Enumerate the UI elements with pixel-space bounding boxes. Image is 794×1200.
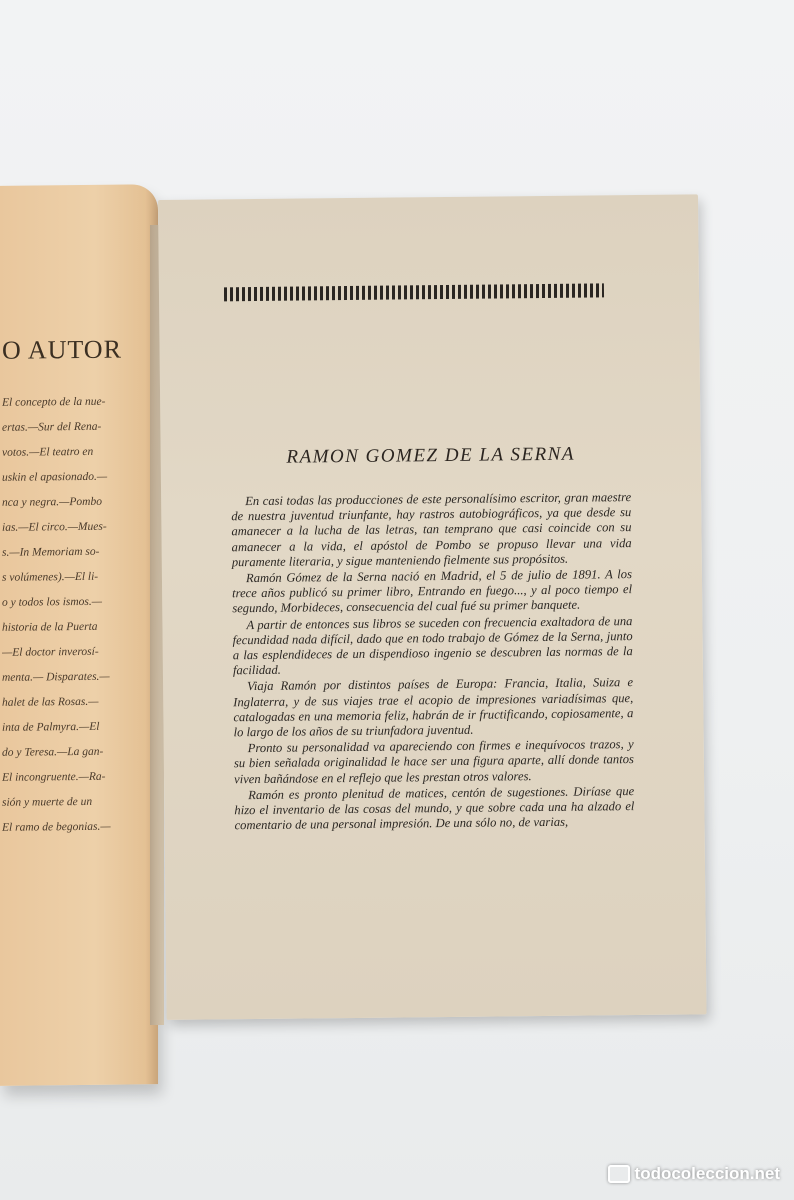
left-page-text [2,389,152,841]
left-line: —El doctor inverosí- [2,645,99,659]
decorative-border [224,283,604,301]
left-line: ertas.—Sur del Rena- [2,420,102,434]
left-line: menta.— Disparates.— [2,670,110,684]
watermark-text: todocoleccion.net [634,1164,780,1183]
paragraph: En casi todas las producciones de este personalísimo escritor, gran maestre de nuestra juventud triunfante, hay rastros autobiográficos, ya que desde su amanecer a la lucha de las letras, tan temprano que casi coincide con su amanecer a la vida, el apóstol de Pombo se propuso llevar una vida puramente literaria, y sigue manteniendo fielmente sus propósitos. [231,490,632,570]
left-line: El incongruente.—Ra- [2,770,106,784]
left-line: nca y negra.—Pombo [2,495,102,509]
right-page [158,194,707,1020]
left-line: votos.—El teatro en [2,445,94,459]
left-page-heading: O AUTOR [2,334,122,365]
left-line: sión y muerte de un [2,795,93,809]
left-line: do y Teresa.—La gan- [2,745,104,759]
left-line: El concepto de la nue- [2,395,106,409]
left-line: halet de las Rosas.— [2,695,99,709]
left-line: inta de Palmyra.—El [2,720,100,734]
paragraph: A partir de entonces sus libros se suceden con frecuencia exaltadora de una fecundidad nada difícil, dado que en todo trabajo de Gómez de la Serna, junto a las esplendideces de un dispendioso ingenio se descubren las normas de la facilidad. [232,613,633,678]
left-line: ias.—El circo.—Mues- [2,520,107,534]
left-line: uskin el apasionado.— [2,470,108,484]
left-line: El ramo de begonias.— [2,820,111,834]
body-text [231,490,635,835]
paragraph: Viaja Ramón por distintos países de Europa: Francia, Italia, Suiza e Inglaterra, y de sus viajes trae el acopio de impresiones variadísimas que, catalogadas en una memoria feliz, habrán de ir fructificando, copiosamente, a lo largo de los años de su triunfadora juventud. [233,675,634,740]
page-title: RAMON GOMEZ DE LA SERNA [286,443,576,468]
left-page [0,184,158,1086]
paragraph: Ramón es pronto plenitud de matices, centón de sugestiones. Diríase que hizo el inventario de las cosas del mundo, y que sobre cada una ha alzado el comentario de una personal impresión. De una sólo no, de varias, [234,783,635,833]
left-line: historia de la Puerta [2,620,98,634]
left-line: s volúmenes).—El li- [2,570,99,584]
watermark [608,1164,780,1184]
paragraph: Pronto su personalidad va apareciendo con firmes e inequívocos trazos, y su bien señalada originalidad le hace ser una figura aparte, allí donde tantos viven bañándose en el reflejo que les prestan otros valores. [233,737,634,786]
paragraph: Ramón Gómez de la Serna nació en Madrid, el 5 de julio de 1891. A los trece años publicó su primer libro, Entrando en fuego..., y al poco tiempo el segundo, Morbideces, consecuencia del cual fué su primer banquete. [232,567,633,616]
left-line: o y todos los ismos.— [2,595,102,609]
watermark-logo-icon [608,1165,630,1183]
left-line: s.—In Memoriam so- [2,545,100,559]
